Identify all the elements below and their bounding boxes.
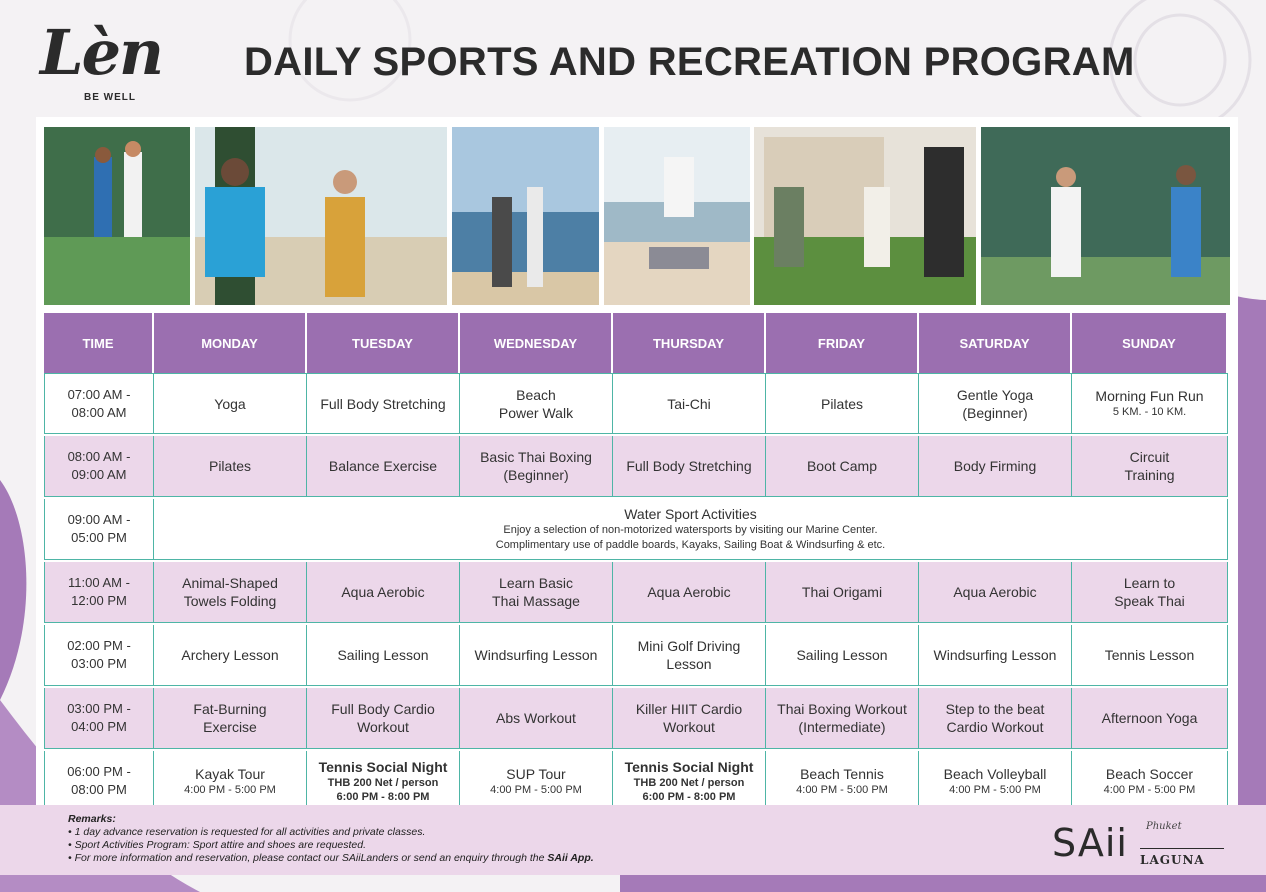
activity-name: Mini Golf Driving — [637, 638, 741, 654]
remark-line: • Sport Activities Program: Sport attire and shoes are requested. — [68, 839, 367, 851]
activity-cell — [766, 625, 919, 686]
activity-name: Balance Exercise — [328, 458, 438, 474]
time-text: 08:00 AM - — [67, 449, 131, 464]
activity-name: Abs Workout — [496, 710, 576, 726]
activity-title: Tennis Social Night — [624, 759, 754, 775]
activity-cell — [154, 688, 307, 749]
photo-beach-stretching — [452, 127, 599, 305]
schedule-row — [44, 373, 1228, 434]
activity-cell — [613, 625, 766, 686]
activity-cell — [307, 751, 460, 812]
schedule-row — [44, 688, 1228, 749]
activity-cell — [307, 688, 460, 749]
schedule-row — [44, 751, 1228, 812]
activity-cell — [154, 625, 307, 686]
water-sport-cell — [154, 499, 1228, 560]
schedule-row — [44, 562, 1228, 623]
remark-text: • For more information and reservation, please contact our SAiiLanders or send an enquiry through the — [68, 852, 548, 864]
activity-cell — [307, 625, 460, 686]
activity-cell — [766, 562, 919, 623]
activity-name: Full Body Stretching — [320, 395, 446, 412]
activity-name: Tai-Chi — [667, 395, 711, 412]
activity-name: Beach Volleyball — [943, 765, 1047, 782]
activity-name: Thai Origami — [801, 584, 883, 600]
time-text: 09:00 AM — [71, 467, 127, 482]
activity-cell — [919, 436, 1072, 497]
activity-name: Tennis Lesson — [1104, 647, 1195, 663]
saii-laguna-logo — [1052, 815, 1242, 870]
activity-name: Thai Massage — [492, 593, 580, 609]
photo-tennis-coaching — [44, 127, 190, 305]
header-friday: FRIDAY — [766, 313, 919, 373]
activity-time: 4:00 PM - 5:00 PM — [1103, 783, 1196, 796]
page-title: DAILY SPORTS AND RECREATION PROGRAM — [244, 40, 1135, 84]
activity-detail: THB 200 Net / person — [633, 777, 745, 789]
activity-name: Power Walk — [498, 404, 574, 421]
time-text: 04:00 PM — [71, 719, 127, 734]
photo-tennis-match — [981, 127, 1230, 305]
water-sport-desc: Complimentary use of paddle boards, Kayaks, Sailing Boat & Windsurfing & etc. — [495, 539, 886, 551]
activity-name: Towels Folding — [183, 593, 277, 609]
activity-cell — [154, 751, 307, 812]
activity-name: Step to the beat — [945, 701, 1045, 717]
activity-time: 4:00 PM - 5:00 PM — [949, 783, 1041, 796]
activity-name: Pilates — [208, 458, 252, 474]
activity-name: Gentle Yoga — [956, 386, 1034, 403]
schedule-row — [44, 625, 1228, 686]
logo-tagline: BE WELL — [84, 92, 136, 103]
time-cell — [44, 373, 154, 434]
activity-cell — [307, 436, 460, 497]
header — [0, 0, 1266, 118]
header-row — [44, 313, 1228, 373]
activity-cell — [460, 751, 613, 812]
activity-name: (Beginner) — [962, 404, 1028, 421]
header-thursday: THURSDAY — [613, 313, 766, 373]
schedule-row — [44, 436, 1228, 497]
activity-name: Thai Boxing Workout — [777, 701, 907, 717]
activity-cell — [919, 688, 1072, 749]
activity-cell — [613, 373, 766, 434]
len-logo: Lèn — [40, 16, 163, 89]
activity-name: Sailing Lesson — [796, 647, 888, 663]
schedule-table — [44, 313, 1228, 812]
activity-name: Circuit — [1129, 449, 1170, 465]
activity-cell — [1072, 751, 1228, 812]
header-tuesday: TUESDAY — [307, 313, 460, 373]
activity-cell — [460, 688, 613, 749]
activity-name: Aqua Aerobic — [953, 584, 1037, 600]
time-text: 03:00 PM - — [67, 701, 131, 716]
activity-name: Workout — [357, 719, 409, 735]
activity-name: Learn Basic — [499, 575, 573, 591]
activity-cell — [613, 751, 766, 812]
activity-cell — [919, 625, 1072, 686]
time-text: 11:00 AM - — [68, 575, 130, 590]
remark-line: • 1 day advance reservation is requested for all activities and private classes. — [68, 826, 426, 838]
activity-name: Sailing Lesson — [337, 647, 429, 663]
saii-laguna-text: LAGUNA — [1140, 853, 1205, 867]
activity-cell — [766, 373, 919, 434]
activity-cell — [1072, 625, 1228, 686]
activity-name: Beach — [516, 386, 556, 403]
activity-name: Animal-Shaped — [182, 575, 278, 591]
activity-name: Full Body Stretching — [626, 458, 752, 474]
time-cell — [44, 499, 154, 560]
activity-cell — [766, 436, 919, 497]
remarks — [68, 813, 968, 865]
activity-cell — [766, 688, 919, 749]
activity-cell — [613, 562, 766, 623]
activity-cell — [460, 436, 613, 497]
activity-name: Body Firming — [953, 458, 1037, 474]
activity-name: Boot Camp — [806, 458, 878, 474]
activity-name: Aqua Aerobic — [341, 584, 425, 600]
activity-name: Pilates — [820, 395, 864, 412]
schedule-body — [44, 373, 1228, 812]
photo-thai-boxing — [195, 127, 447, 305]
photo-strip — [44, 127, 1230, 305]
activity-title: Tennis Social Night — [318, 759, 448, 775]
activity-name: (Beginner) — [503, 467, 569, 483]
activity-name: Kayak Tour — [195, 765, 265, 782]
header-wednesday: WEDNESDAY — [460, 313, 613, 373]
activity-cell — [154, 373, 307, 434]
activity-name: Yoga — [214, 395, 246, 412]
photo-acro-yoga — [604, 127, 750, 305]
activity-name: Beach Soccer — [1105, 765, 1194, 782]
photo-archery — [754, 127, 976, 305]
activity-name: Workout — [663, 719, 715, 735]
time-text: 08:00 PM — [71, 782, 127, 797]
activity-cell — [919, 562, 1072, 623]
activity-name: Beach Tennis — [800, 765, 884, 782]
activity-cell — [1072, 436, 1228, 497]
activity-name: Aqua Aerobic — [647, 584, 731, 600]
activity-name: Windsurfing Lesson — [933, 647, 1057, 663]
time-cell — [44, 562, 154, 623]
time-cell — [44, 751, 154, 812]
time-text: 05:00 PM — [71, 530, 127, 545]
activity-detail: THB 200 Net / person — [327, 777, 439, 789]
activity-cell — [460, 562, 613, 623]
activity-cell — [613, 436, 766, 497]
activity-name: SUP Tour — [506, 765, 566, 782]
time-text: 02:00 PM - — [67, 638, 131, 653]
time-text: 06:00 PM - — [67, 764, 131, 779]
remarks-heading: Remarks: — [68, 813, 116, 825]
activity-cell — [919, 373, 1072, 434]
activity-cell — [1072, 373, 1228, 434]
activity-name: Learn to — [1123, 575, 1176, 591]
activity-name: Training — [1124, 467, 1175, 483]
activity-name: Fat-Burning — [193, 701, 267, 717]
time-text: 12:00 PM — [71, 593, 127, 608]
header-saturday: SATURDAY — [919, 313, 1072, 373]
water-sport-desc: Enjoy a selection of non-motorized watersports by visiting our Marine Center. — [503, 524, 878, 536]
activity-name: Windsurfing Lesson — [474, 647, 598, 663]
activity-name: Full Body Cardio — [331, 701, 435, 717]
activity-name: Basic Thai Boxing — [480, 449, 592, 465]
water-sport-title: Water Sport Activities — [624, 506, 757, 522]
activity-cell — [460, 625, 613, 686]
time-cell — [44, 688, 154, 749]
time-cell — [44, 625, 154, 686]
content-panel — [36, 117, 1238, 805]
activity-cell — [1072, 688, 1228, 749]
activity-name: Afternoon Yoga — [1101, 710, 1198, 726]
activity-cell — [1072, 562, 1228, 623]
time-text: 09:00 AM - — [67, 512, 131, 527]
remark-line — [68, 852, 968, 865]
header-monday: MONDAY — [154, 313, 307, 373]
time-text: 03:00 PM — [71, 656, 127, 671]
activity-name: Speak Thai — [1114, 593, 1185, 609]
activity-name: Cardio Workout — [946, 719, 1044, 735]
activity-time: 4:00 PM - 5:00 PM — [796, 783, 888, 796]
activity-cell — [307, 373, 460, 434]
saii-logo-text: SAii — [1052, 821, 1128, 865]
activity-name: Exercise — [203, 719, 257, 735]
activity-name: Archery Lesson — [181, 647, 279, 663]
activity-cell — [307, 562, 460, 623]
activity-cell — [766, 751, 919, 812]
activity-name: Lesson — [666, 656, 712, 672]
time-cell — [44, 436, 154, 497]
activity-cell — [460, 373, 613, 434]
activity-cell — [154, 436, 307, 497]
footer — [0, 805, 1266, 875]
activity-time: 4:00 PM - 5:00 PM — [490, 783, 582, 796]
activity-cell — [613, 688, 766, 749]
activity-detail: 6:00 PM - 8:00 PM — [336, 791, 430, 803]
header-sunday: SUNDAY — [1072, 313, 1228, 373]
activity-time: 4:00 PM - 5:00 PM — [184, 783, 276, 796]
activity-time: 5 KM. - 10 KM. — [1112, 406, 1187, 418]
activity-name: Morning Fun Run — [1095, 388, 1204, 404]
schedule-row — [44, 499, 1228, 560]
header-time: TIME — [44, 313, 154, 373]
activity-name: (Intermediate) — [798, 719, 886, 735]
activity-detail: 6:00 PM - 8:00 PM — [642, 791, 736, 803]
logo-divider — [1140, 848, 1224, 849]
time-text: 07:00 AM - — [67, 386, 131, 402]
activity-name: Killer HIIT Cardio — [635, 701, 743, 717]
saii-phuket-text: Phuket — [1146, 821, 1182, 832]
activity-cell — [154, 562, 307, 623]
saii-app-text: SAii App. — [547, 852, 594, 864]
activity-cell — [919, 751, 1072, 812]
time-text: 08:00 AM — [71, 404, 127, 420]
